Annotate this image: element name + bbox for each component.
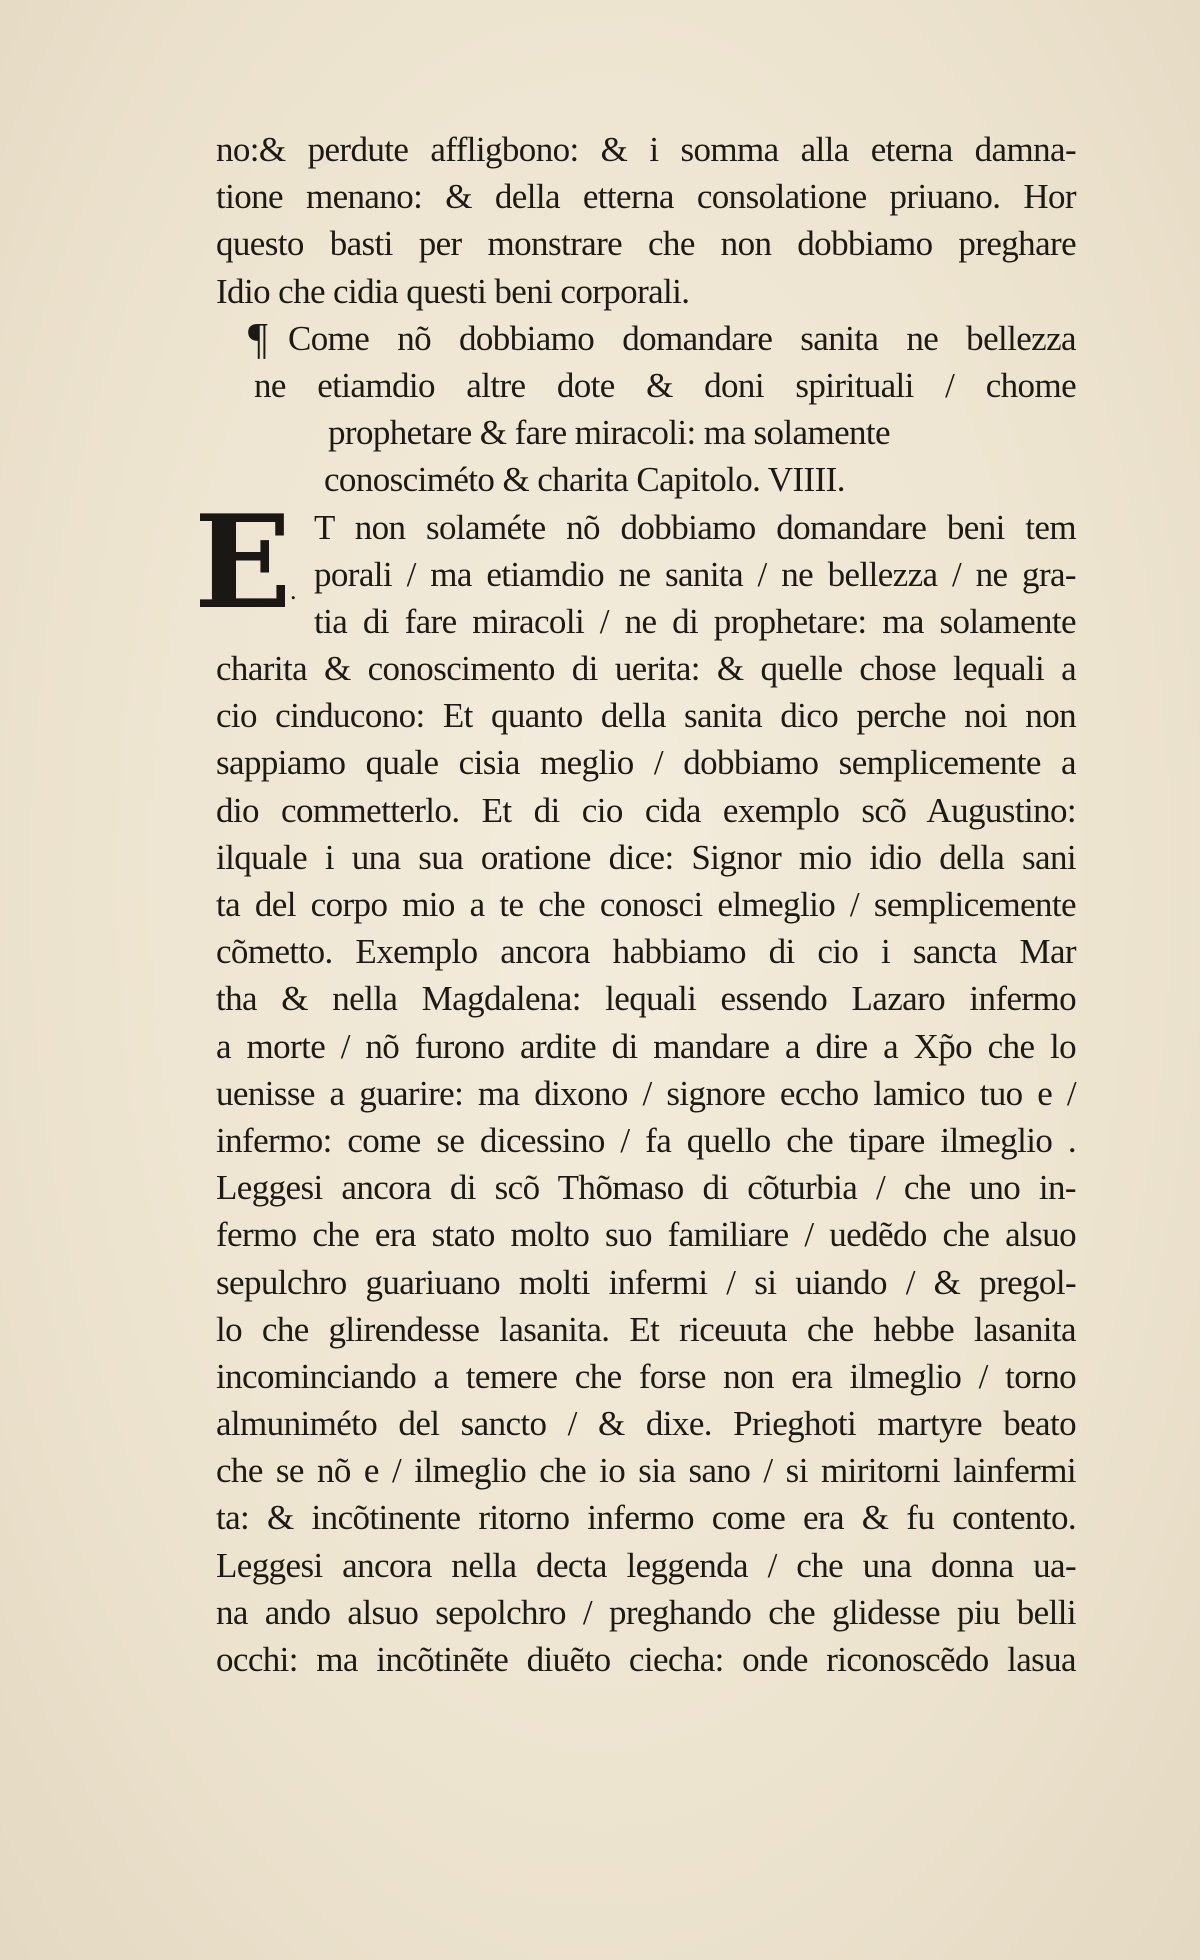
text-line: no:& perdute affligbono: & i somma alla eterna damna- [216,130,1076,169]
text-line: lo che glirendesse lasanita. Et riceuuta che hebbe lasanita [216,1309,1076,1349]
text-line: Idio che cidia questi beni corporali. [216,271,690,311]
text-line: porali / ma etiamdio ne sanita / ne bellezza / ne gra- [314,554,1076,594]
chapter-heading [216,315,1076,504]
text-block [194,126,1076,1683]
text-line: ilquale i una sua oratione dice: Signor mio idio della sani [216,837,1076,877]
text-line: almuniméto del sancto / & dixe. Prieghoti martyre beato [216,1404,1076,1444]
text-line: occhi: ma incõtinẽte diuẽto ciecha: onde riconoscẽdo lasua [216,1640,1076,1679]
text-line: Leggesi ancora nella decta leggenda / che una donna ua- [216,1545,1076,1585]
initial-mark: . [290,576,296,605]
text-line: tia di fare miracoli / ne di prophetare: ma solamente [314,601,1076,641]
text-line: a morte / nõ furono ardite di mandare a dire a Xp̃o che lo [216,1026,1076,1066]
text-line: infermo: come se dicessino / fa quello che tipare ilmeglio . [216,1120,1076,1160]
text-line: T non solaméte nõ dobbiamo domandare beni tem [314,507,1076,547]
text-line: Leggesi ancora di scõ Thõmaso di cõturbia / che uno in- [216,1168,1076,1208]
heading-line: Come nõ dobbiamo domandare sanita ne bellezza [288,318,1076,358]
heading-line: ne etiamdio altre dote & doni spirituali / chome [254,365,1076,405]
text-line: che se nõ e / ilmeglio che io sia sano / si miritorni lainfermi [216,1451,1076,1491]
text-line: ta del corpo mio a te che conosci elmeglio / semplicemente [216,885,1076,924]
text-line: dio commetterlo. Et di cio cida exemplo scõ Augustino: [216,790,1076,830]
heading-line: prophetare & fare miracoli: ma solamente [328,413,890,453]
text-line: questo basti per monstrare che non dobbiamo preghare [216,224,1076,264]
text-line: tha & nella Magdalena: lequali essendo Lazaro infermo [216,979,1076,1019]
text-line: charita & conoscimento di uerita: & quelle chose lequali a [216,649,1076,689]
text-line: tione menano: & della etterna consolatione priuano. Hor [216,177,1076,217]
text-line: cio cinducono: Et quanto della sanita dico perche noi non [216,696,1076,736]
text-line: incominciando a temere che forse non era ilmeglio / torno [216,1356,1076,1396]
text-line: sappiamo quale cisia meglio / dobbiamo semplicemente a [216,743,1076,783]
text-line: ta: & incõtinente ritorno infermo come era & fu contento. [216,1498,1076,1538]
text-line: na ando alsuo sepolchro / preghando che glidesse piu belli [216,1592,1076,1632]
decorated-initial: E [194,488,291,638]
pilcrow-icon: ¶ [248,313,268,363]
heading-line: conosciméto & charita Capitolo. VIIII. [324,460,845,500]
text-line: uenisse a guarire: ma dixono / signore eccho lamico tuo e / [216,1073,1076,1113]
text-line: sepulchro guariuano molti infermi / si uiando / & pregol- [216,1262,1076,1302]
text-line: cõmetto. Exemplo ancora habbiamo di cio i sancta Mar [216,932,1076,972]
text-line: fermo che era stato molto suo familiare / uedẽdo che alsuo [216,1215,1076,1255]
